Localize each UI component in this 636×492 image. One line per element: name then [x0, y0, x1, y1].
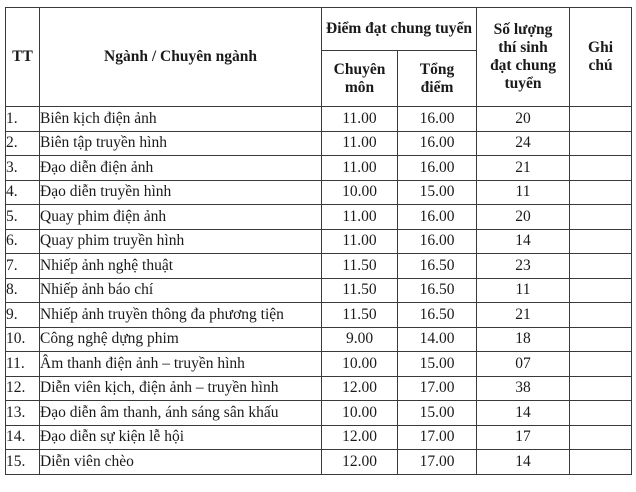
cell-major: Nhiếp ảnh báo chí [40, 278, 322, 303]
cell-count: 07 [477, 352, 570, 377]
cell-tt: 13. [6, 401, 40, 426]
cell-note [570, 131, 632, 156]
cell-total-score: 16.50 [398, 303, 477, 328]
cell-tt: 1. [6, 107, 40, 132]
cell-count: 21 [477, 156, 570, 181]
cell-count: 17 [477, 425, 570, 450]
cell-specialty-score: 9.00 [322, 327, 398, 352]
table-row [6, 180, 632, 205]
cell-specialty-score: 11.00 [322, 156, 398, 181]
header-count-line: Số lượng [493, 21, 553, 39]
cell-total-score: 14.00 [398, 327, 477, 352]
cell-count: 21 [477, 303, 570, 328]
table-row [6, 107, 632, 132]
cell-tt: 5. [6, 205, 40, 230]
cell-major: Quay phim điện ảnh [40, 205, 322, 230]
cell-total-score: 15.00 [398, 180, 477, 205]
cell-major: Quay phim truyền hình [40, 229, 322, 254]
cell-specialty-score: 11.00 [322, 131, 398, 156]
cell-major: Đạo diễn âm thanh, ánh sáng sân khấu [40, 401, 322, 426]
cell-specialty-score: 11.50 [322, 303, 398, 328]
cell-tt: 7. [6, 254, 40, 279]
cell-tt: 3. [6, 156, 40, 181]
cell-note [570, 278, 632, 303]
table-row [6, 352, 632, 377]
cell-tt: 10. [6, 327, 40, 352]
header-count-line: đạt chung [490, 57, 556, 74]
admission-score-table [5, 7, 632, 475]
table-row [6, 156, 632, 181]
cell-major: Biên tập truyền hình [40, 131, 322, 156]
cell-tt: 12. [6, 376, 40, 401]
table-row [6, 401, 632, 426]
cell-total-score: 15.00 [398, 352, 477, 377]
table-body [6, 107, 632, 475]
cell-specialty-score: 11.00 [322, 107, 398, 132]
cell-note [570, 376, 632, 401]
cell-major: Nhiếp ảnh truyền thông đa phương tiện [40, 303, 322, 328]
cell-total-score: 17.00 [398, 376, 477, 401]
cell-major: Âm thanh điện ảnh – truyền hình [40, 352, 322, 377]
cell-specialty-score: 11.00 [322, 205, 398, 230]
cell-note [570, 107, 632, 132]
cell-count: 11 [477, 278, 570, 303]
table-row [6, 131, 632, 156]
cell-tt: 9. [6, 303, 40, 328]
header-score-group: Điểm đạt chung tuyển [322, 8, 477, 51]
header-specialty-line: môn [344, 78, 375, 96]
cell-specialty-score: 11.00 [322, 229, 398, 254]
cell-count: 11 [477, 180, 570, 205]
cell-count: 20 [477, 205, 570, 230]
cell-total-score: 15.00 [398, 401, 477, 426]
table-header-row [6, 8, 632, 51]
cell-count: 14 [477, 450, 570, 475]
header-specialty [322, 51, 398, 107]
table-row [6, 450, 632, 475]
header-count-line: thí sinh [498, 39, 548, 57]
cell-note [570, 327, 632, 352]
cell-specialty-score: 11.50 [322, 254, 398, 279]
cell-total-score: 16.50 [398, 254, 477, 279]
cell-major: Đạo diễn sự kiện lễ hội [40, 425, 322, 450]
cell-note [570, 156, 632, 181]
cell-total-score: 16.00 [398, 205, 477, 230]
table-row [6, 425, 632, 450]
cell-major: Diễn viên kịch, điện ảnh – truyền hình [40, 376, 322, 401]
cell-note [570, 180, 632, 205]
cell-count: 23 [477, 254, 570, 279]
cell-specialty-score: 10.00 [322, 401, 398, 426]
cell-total-score: 16.00 [398, 229, 477, 254]
cell-total-score: 17.00 [398, 425, 477, 450]
header-count [477, 8, 570, 107]
table-row [6, 303, 632, 328]
header-total-line: điểm [420, 78, 454, 96]
header-tt: TT [6, 8, 40, 107]
cell-major: Biên kịch điện ảnh [40, 107, 322, 132]
cell-note [570, 205, 632, 230]
cell-note [570, 352, 632, 377]
table-row [6, 327, 632, 352]
cell-specialty-score: 12.00 [322, 376, 398, 401]
cell-tt: 14. [6, 425, 40, 450]
header-note-line: chú [588, 57, 613, 74]
cell-specialty-score: 10.00 [322, 352, 398, 377]
header-major: Ngành / Chuyên ngành [40, 8, 322, 107]
cell-specialty-score: 12.00 [322, 450, 398, 475]
cell-count: 24 [477, 131, 570, 156]
cell-major: Đạo diễn truyền hình [40, 180, 322, 205]
table-row [6, 376, 632, 401]
cell-tt: 8. [6, 278, 40, 303]
cell-total-score: 17.00 [398, 450, 477, 475]
cell-total-score: 16.00 [398, 131, 477, 156]
cell-specialty-score: 10.00 [322, 180, 398, 205]
cell-specialty-score: 12.00 [322, 425, 398, 450]
header-total-line: Tổng [419, 60, 455, 78]
cell-major: Diễn viên chèo [40, 450, 322, 475]
cell-tt: 6. [6, 229, 40, 254]
cell-count: 14 [477, 229, 570, 254]
cell-count: 18 [477, 327, 570, 352]
cell-count: 20 [477, 107, 570, 132]
cell-count: 14 [477, 401, 570, 426]
cell-major: Đạo diễn điện ảnh [40, 156, 322, 181]
header-specialty-line: Chuyên [333, 60, 386, 78]
table-row [6, 254, 632, 279]
cell-tt: 15. [6, 450, 40, 475]
cell-note [570, 401, 632, 426]
header-note [570, 8, 632, 107]
cell-total-score: 16.00 [398, 107, 477, 132]
cell-note [570, 229, 632, 254]
cell-tt: 2. [6, 131, 40, 156]
cell-total-score: 16.00 [398, 156, 477, 181]
table-row [6, 205, 632, 230]
cell-tt: 4. [6, 180, 40, 205]
cell-note [570, 254, 632, 279]
header-total [398, 51, 477, 107]
header-count-line: tuyển [504, 74, 542, 92]
cell-total-score: 16.50 [398, 278, 477, 303]
cell-note [570, 450, 632, 475]
cell-major: Công nghệ dựng phim [40, 327, 322, 352]
header-note-line: Ghi [588, 39, 613, 57]
table-row [6, 278, 632, 303]
cell-specialty-score: 11.50 [322, 278, 398, 303]
cell-count: 38 [477, 376, 570, 401]
table-row [6, 229, 632, 254]
cell-note [570, 425, 632, 450]
cell-major: Nhiếp ảnh nghệ thuật [40, 254, 322, 279]
cell-tt: 11. [6, 352, 40, 377]
cell-note [570, 303, 632, 328]
